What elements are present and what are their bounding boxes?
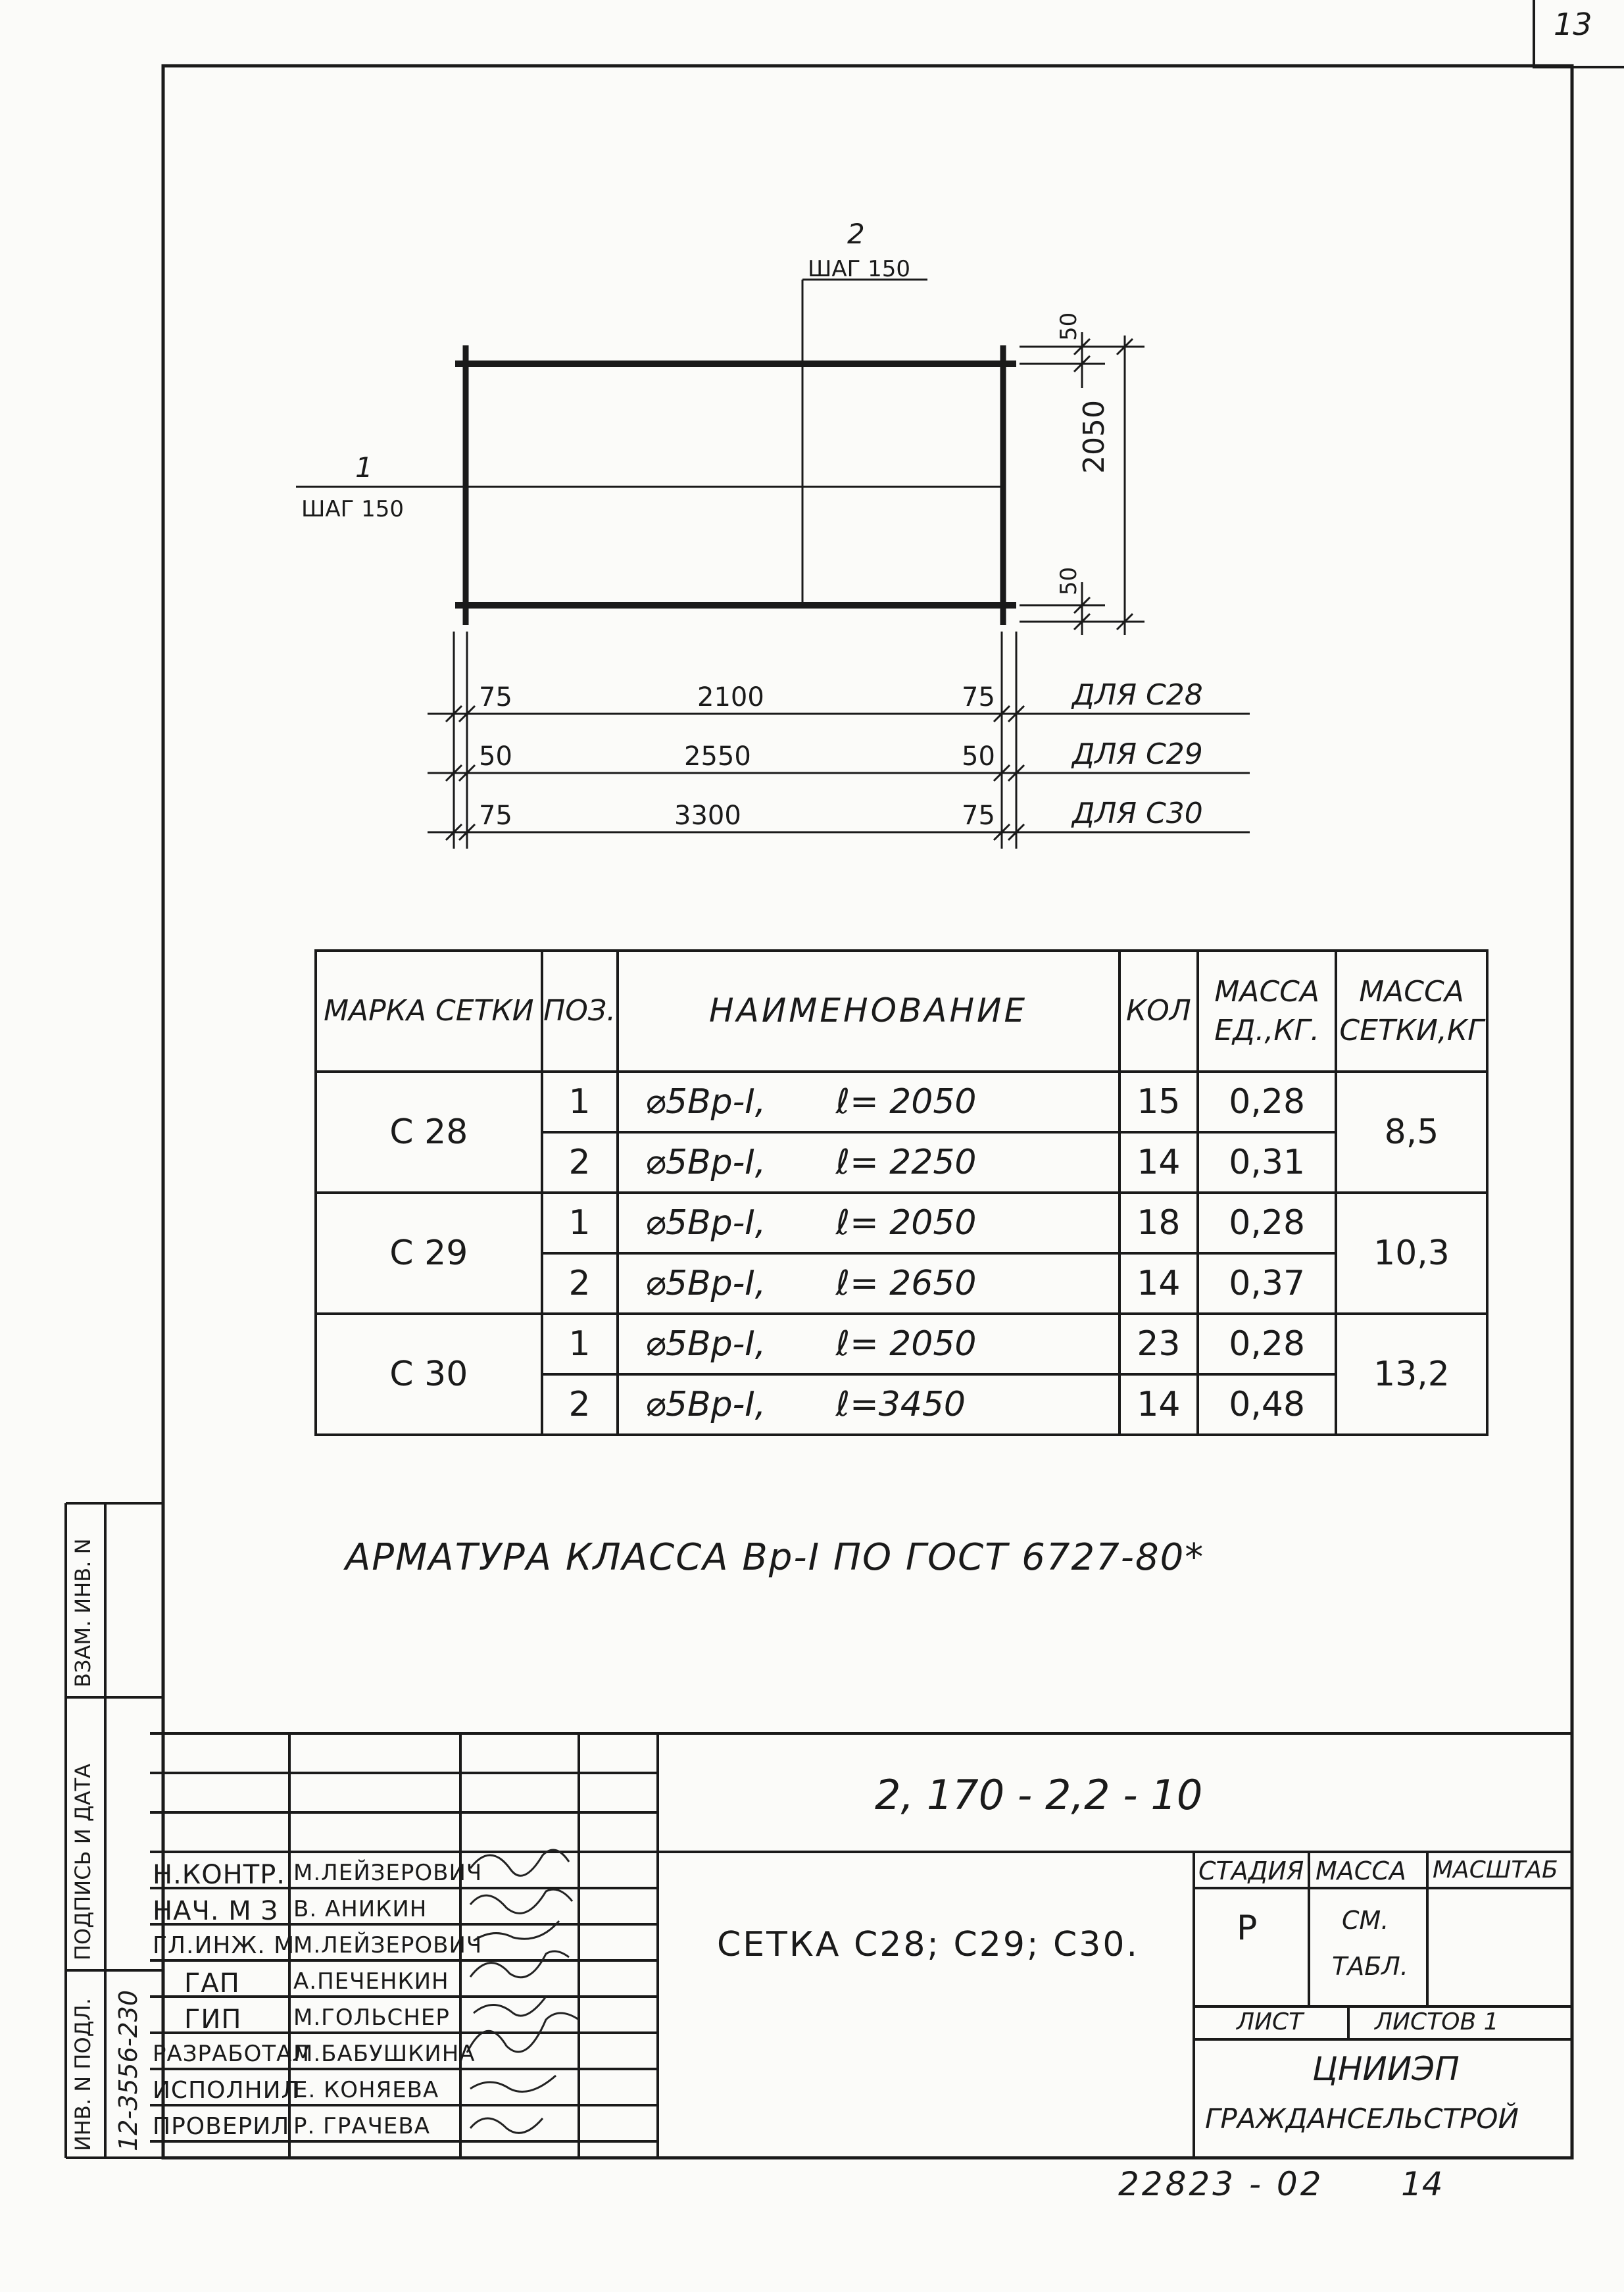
sheet-title: СЕТКА С28; С29; С30. (717, 1925, 1140, 1964)
mass-value-2: ТАБЛ. (1332, 1952, 1408, 1981)
dim-row-2-left: 50 (479, 741, 512, 772)
cell-bar: ⌀5Вр-I, (645, 1264, 766, 1303)
signatures (467, 1850, 579, 2133)
name-1: М.ЛЕЙЗЕРОВИЧ (293, 1860, 483, 1886)
header-mesh-mass: МАССА СЕТКИ,КГ (1336, 951, 1487, 1072)
cell-name (618, 1253, 1120, 1314)
header-qty: КОЛ (1120, 951, 1198, 1072)
cell-mesh-mass: 8,5 (1336, 1072, 1487, 1193)
cell-pos: 2 (542, 1253, 618, 1314)
role-5: ГИП (184, 2005, 242, 2035)
cell-mark: С 30 (316, 1314, 542, 1435)
side-stamp-inv: ИНВ. N ПОДЛ. (70, 1998, 95, 2151)
cell-bar: ⌀5Вр-I, (645, 1082, 766, 1122)
cell-pos: 2 (542, 1374, 618, 1435)
name-2: В. АНИКИН (293, 1896, 428, 1922)
mass-value-1: СМ. (1342, 1906, 1389, 1935)
dim-row-3-left: 75 (479, 801, 512, 831)
name-8: Р. ГРАЧЕВА (293, 2113, 430, 2139)
cell-unit-mass: 0,28 (1198, 1072, 1336, 1132)
dim-row-3-label: ДЛЯ С30 (1072, 797, 1203, 830)
cell-bar: ⌀5Вр-I, (645, 1385, 766, 1424)
header-pos: ПОЗ. (542, 951, 618, 1072)
footer-page: 14 (1401, 2165, 1443, 2203)
role-2: НАЧ. М З (153, 1896, 279, 1926)
side-stamp-inv-number: 12-3556-230 (114, 1989, 143, 2151)
spec-header-row (316, 951, 1487, 1072)
sheets-label: ЛИСТОВ 1 (1375, 2008, 1499, 2035)
dim-row-1-label: ДЛЯ С28 (1072, 678, 1203, 712)
dim-row-1-left: 75 (479, 682, 512, 712)
cell-unit-mass: 0,37 (1198, 1253, 1336, 1314)
role-6: РАЗРАБОТАЛ (153, 2041, 310, 2067)
cell-name (618, 1374, 1120, 1435)
bar1-position: 1 (355, 451, 373, 484)
bar1-step: ШАГ 150 (301, 496, 405, 522)
table-row (316, 1193, 1487, 1253)
name-5: М.ГОЛЬСНЕР (293, 2005, 450, 2031)
side-stamp-vzam: ВЗАМ. ИНВ. N (70, 1538, 95, 1687)
footer-number: 22823 - 02 (1118, 2165, 1324, 2203)
dim-row-3-mid: 3300 (674, 801, 741, 831)
cell-pos: 1 (542, 1314, 618, 1374)
cell-pos: 1 (542, 1072, 618, 1132)
cell-mesh-mass: 13,2 (1336, 1314, 1487, 1435)
cell-qty: 18 (1120, 1193, 1198, 1253)
cell-length: ℓ= 2050 (835, 1082, 977, 1122)
cell-bar: ⌀5Вр-I, (645, 1203, 766, 1243)
cell-mark: С 29 (316, 1193, 542, 1314)
cell-unit-mass: 0,31 (1198, 1132, 1336, 1193)
dim-height: 2050 (1077, 400, 1111, 474)
cell-name (618, 1072, 1120, 1132)
name-4: А.ПЕЧЕНКИН (293, 1968, 449, 1995)
cell-length: ℓ= 2250 (835, 1143, 977, 1182)
header-name: НАИМЕНОВАНИЕ (618, 951, 1120, 1072)
cell-mark: С 28 (316, 1072, 542, 1193)
stage-label: СТАДИЯ (1198, 1856, 1304, 1885)
header-mark: МАРКА СЕТКИ (316, 951, 542, 1072)
cell-name (618, 1132, 1120, 1193)
name-6: М.БАБУШКИНА (293, 2041, 476, 2067)
bar2-position: 2 (847, 218, 865, 250)
side-stamp-podpis: ПОДПИСЬ И ДАТА (70, 1763, 95, 1960)
name-7: Е. КОНЯЕВА (293, 2077, 439, 2103)
dim-bottom: 50 (1056, 566, 1082, 595)
dim-top: 50 (1056, 312, 1082, 341)
cell-qty: 14 (1120, 1132, 1198, 1193)
cell-name (618, 1314, 1120, 1374)
dim-row-1-right: 75 (962, 682, 995, 712)
role-7: ИСПОЛНИЛ (153, 2077, 300, 2104)
cell-unit-mass: 0,28 (1198, 1314, 1336, 1374)
cell-length: ℓ= 2650 (835, 1264, 977, 1303)
cell-length: ℓ=3450 (835, 1385, 966, 1424)
role-8: ПРОВЕРИЛ (153, 2113, 290, 2140)
cell-length: ℓ= 2050 (835, 1203, 977, 1243)
role-4: ГАП (184, 1968, 240, 1999)
cell-qty: 15 (1120, 1072, 1198, 1132)
mass-label: МАССА (1316, 1856, 1406, 1885)
dim-row-3-right: 75 (962, 801, 995, 831)
cell-qty: 14 (1120, 1374, 1198, 1435)
cell-qty: 23 (1120, 1314, 1198, 1374)
doc-code: 2, 170 - 2,2 - 10 (875, 1771, 1203, 1819)
dim-row-1-mid: 2100 (697, 682, 764, 712)
table-row (316, 1314, 1487, 1374)
stage-value: Р (1237, 1908, 1258, 1948)
sheet-label: ЛИСТ (1237, 2008, 1304, 2035)
cell-pos: 1 (542, 1193, 618, 1253)
org-name: ЦНИИЭП (1312, 2050, 1460, 2088)
spec-table (314, 949, 1489, 1436)
cell-unit-mass: 0,28 (1198, 1193, 1336, 1253)
cell-unit-mass: 0,48 (1198, 1374, 1336, 1435)
cell-qty: 14 (1120, 1253, 1198, 1314)
scale-label: МАСШТАБ (1433, 1856, 1558, 1883)
reinforcement-note: АРМАТУРА КЛАССА Вр-I ПО ГОСТ 6727-80* (345, 1536, 1205, 1579)
header-unit-mass: МАССА ЕД.,КГ. (1198, 951, 1336, 1072)
cell-mesh-mass: 10,3 (1336, 1193, 1487, 1314)
dim-row-2-right: 50 (962, 741, 995, 772)
org-sub: ГРАЖДАНСЕЛЬСТРОЙ (1205, 2103, 1519, 2135)
role-3: ГЛ.ИНЖ. М (153, 1932, 295, 1959)
bar2-step: ШАГ 150 (808, 256, 911, 282)
cell-name (618, 1193, 1120, 1253)
name-3: М.ЛЕЙЗЕРОВИЧ (293, 1932, 483, 1958)
cell-bar: ⌀5Вр-I, (645, 1324, 766, 1364)
dim-row-2-mid: 2550 (684, 741, 751, 772)
cell-bar: ⌀5Вр-I, (645, 1143, 766, 1182)
cell-pos: 2 (542, 1132, 618, 1193)
cell-length: ℓ= 2050 (835, 1324, 977, 1364)
dim-row-2-label: ДЛЯ С29 (1072, 737, 1203, 771)
table-row (316, 1072, 1487, 1132)
role-1: Н.КОНТР. (153, 1860, 286, 1890)
page-number: 13 (1554, 7, 1592, 42)
